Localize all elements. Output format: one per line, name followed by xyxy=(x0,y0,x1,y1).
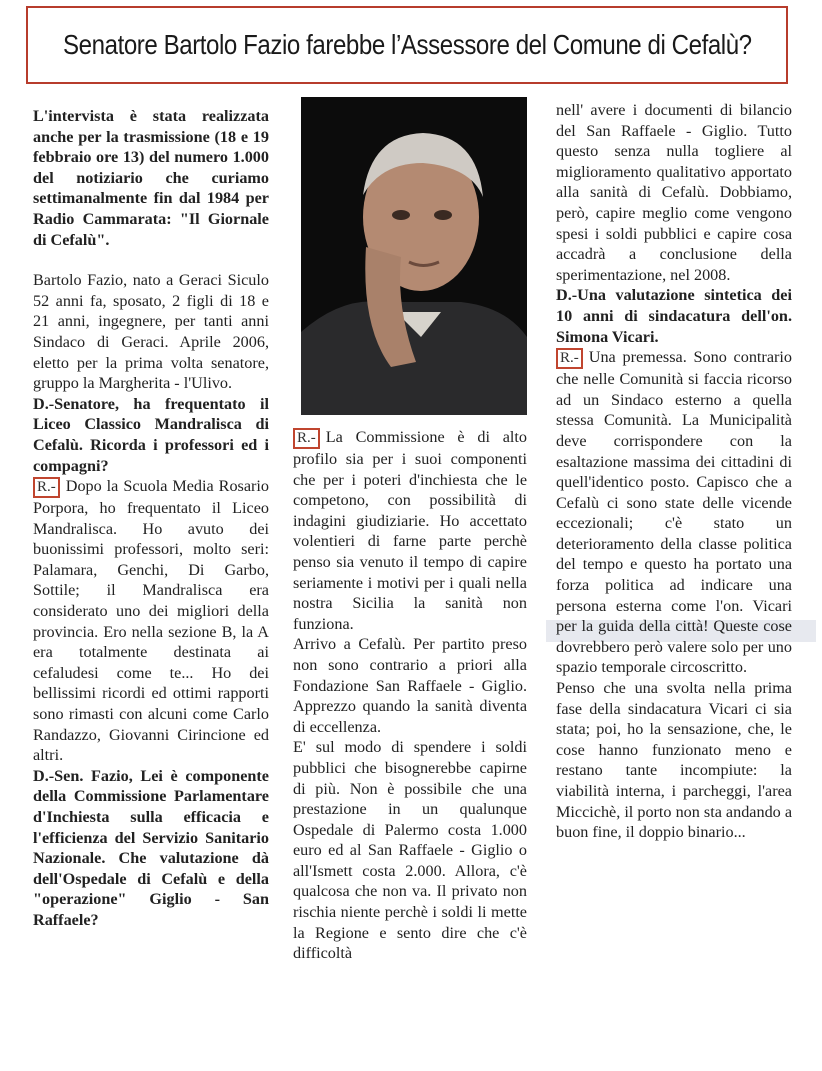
portrait-illustration xyxy=(301,97,527,415)
answer-marker: R.- xyxy=(293,428,320,449)
column-1 xyxy=(33,106,269,931)
question-1: D.-Senatore, ha frequentato il Liceo Classico Mandralisca di Cefalù. Ricorda i professori ed i compagni? xyxy=(33,394,269,475)
answer-3 xyxy=(556,347,792,678)
answer-marker: R.- xyxy=(33,477,60,498)
portrait-photo xyxy=(301,97,527,415)
paragraph-soldi: E' sul modo di spendere i soldi pubblici che bisognerebbe capirne di più. Non è possibile che una prestazione in un qualunque Ospedale di Palermo costa 1.000 euro ed al San Raffaele - Giglio o all'Ismett costa 2.000. Allora, c'è qualcosa che non va. Il privato non rischia niente perchè i soldi li mette la Regione e sento dire che c'è difficoltà xyxy=(293,738,527,963)
answer-3-text: Una premessa. Sono contrario che nelle Comunità si faccia ricorso ad un Sindaco esterno a quella stessa Comunità. La Municipalità deve corrispondere con la esaltazione massima dei cittadini di quell'identico posto. Capisco che a Cefalù ci sono state delle vicende eccezionali; c'è stato un deterioramento della classe politica del tempo e questo ha portato una forza politica ad indicare una persona esterna come l'on. Vicari per la guida della città! Queste cose dovrebbero però valere solo per uno spazio temporale circoscritto. xyxy=(556,348,792,677)
answer-1-text: Dopo la Scuola Media Rosario Porpora, ho frequentato il Liceo Mandralisca. Ho avuto dei buonissimi professori, molto seri: Palamara, Genchi, Di Garbo, Sottile; il Mandralisca era considerato uno dei migliori della provincia. Ero nella sezione B, la A era totalmente destinata ai cefaludesi come te... Ho dei bellissimi ricordi ed ottimi rapporti sono rimasti con alcuni come Carlo Randazzo, Giovanni Cirincione ed altri. xyxy=(33,477,269,765)
answer-1 xyxy=(33,476,269,766)
answer-2 xyxy=(293,427,527,634)
question-2: D.-Sen. Fazio, Lei è componente della Commissione Parlamentare d'Inchiesta sulla efficacia e l'efficienza del Servizio Sanitario Nazionale. Che valutazione dà dell'Ospedale di Cefalù e della "operazione" Giglio - San Raffaele? xyxy=(33,766,269,929)
question-3: D.-Una valutazione sintetica dei 10 anni di sindacatura dell'on. Simona Vicari. xyxy=(556,286,792,346)
headline-frame xyxy=(26,6,788,84)
column-3 xyxy=(556,100,792,843)
bio-paragraph: Bartolo Fazio, nato a Geraci Siculo 52 anni fa, sposato, 2 figli di 18 e 21 anni, ingegnere, per tanti anni Sindaco di Geraci. Aprile 2006, eletto per la prima volta senatore, gruppo la Margherita - l'Ulivo. xyxy=(33,271,269,393)
paragraph-arrivo: Arrivo a Cefalù. Per partito preso non sono contrario a priori alla Fondazione San Raffaele - Giglio. Apprezzo quando la sanità diventa di eccellenza. xyxy=(293,635,527,736)
intro-paragraph: L'intervista è stata realizzata anche per la trasmissione (18 e 19 febbraio ore 13) del numero 1.000 del notiziario che curiamo settimanalmente fin dal 1984 per Radio Cammarata: "Il Giornale di Cefalù". xyxy=(33,107,269,249)
headline: Senatore Bartolo Fazio farebbe l’Assessore del Comune di Cefalù? xyxy=(62,29,752,60)
continued-paragraph: nell' avere i documenti di bilancio del San Raffaele - Giglio. Tutto questo senza nulla togliere al miglioramento qualitativo apportato alla sanità di Cefalù. Dobbiamo, però, capire meglio come vengono spesi i soldi pubblici e capire cosa accadrà a conclusione della sperimentazione, nel 2008. xyxy=(556,101,792,284)
column-2 xyxy=(293,427,527,964)
answer-marker: R.- xyxy=(556,348,583,369)
answer-2-text: La Commissione è di alto profilo sia per i suoi componenti che per i poteri d'inchiesta che le competono, con possibilità di indagini giudiziarie. Ho accettato volentieri di farne parte perchè penso sia venuto il tempo di capire seriamente i motivi per i quali nella nostra Sicilia la sanità non funziona. xyxy=(293,428,527,633)
paragraph-svolta: Penso che una svolta nella prima fase della sindacatura Vicari ci sia stata; poi, ho la sensazione, che, le cose hanno funzionato meno e restano tante incompiute: la viabilità interna, i parcheggi, l'area Miccichè, il porto non sta andando a buon fine, il doppio binario... xyxy=(556,679,792,842)
